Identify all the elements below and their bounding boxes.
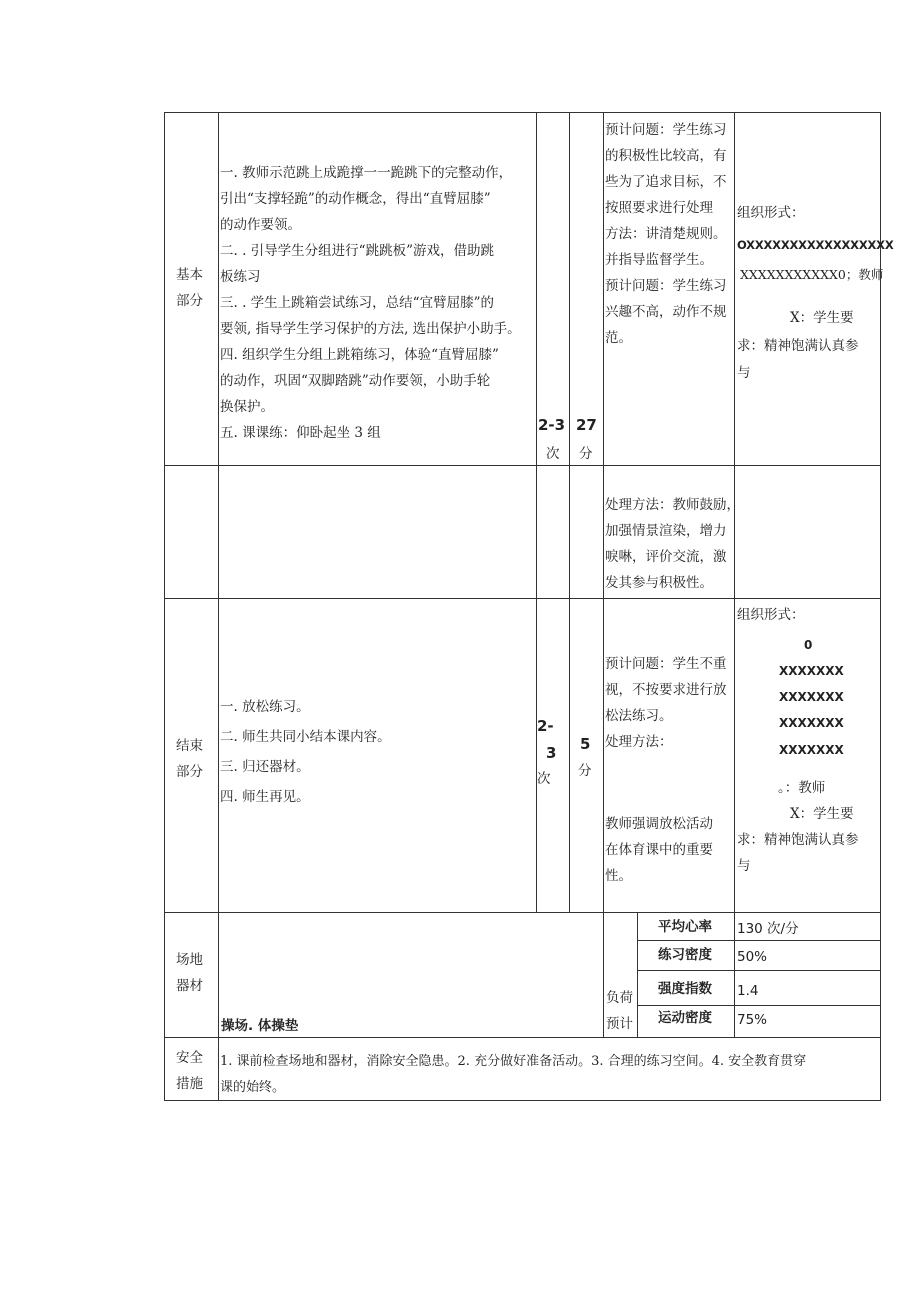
safety-section-label: 安全 措施 (176, 1050, 203, 1092)
metric-name-heart-rate: 平均心率 (658, 919, 712, 935)
column-divider-load (637, 912, 638, 1037)
ending-org-formation-row: XXXXXXX (779, 716, 844, 730)
ending-times-value-cont: 3 (546, 744, 557, 762)
ending-times-unit: 次 (537, 771, 551, 787)
ending-org-teacher-legend: 。：教师 (778, 780, 826, 796)
content-line: 板练习 (220, 269, 261, 285)
basic-section-label: 基本 部分 (176, 267, 203, 309)
row-divider-1 (164, 465, 881, 466)
ending-org-title: 组织形式： (737, 607, 805, 623)
ending-section-content (220, 692, 391, 812)
column-divider-notes (603, 112, 604, 1037)
content-line: 引出“支撑轻跪”的动作概念，得出“直臂屈膝” (220, 191, 491, 207)
content-line: 的动作要领。 (220, 217, 301, 233)
safety-content: 1. 课前检查场地和器材，消除安全隐患。2. 充分做好准备活动。3. 合理的练习空间。4. 安全教育贯穿 课的始终。 (220, 1054, 807, 1095)
content-line: 二. 师生共同小结本课内容。 (220, 729, 391, 745)
ending-org-formation-row: XXXXXXX (779, 743, 844, 757)
ending-org-requirement: 求：精神饱满认真参 (737, 832, 859, 848)
ending-minutes-unit: 分 (578, 763, 592, 779)
content-line: 三. 归还器材。 (220, 759, 310, 775)
basic-notes: 预计问题：学生练习 的积极性比较高，有 些为了追求目标，不 按照要求进行处理 方法：讲清楚规则。 并指导监督学生。 预计问题：学生练习 兴趣不高，动作不规 范。 (605, 122, 727, 346)
ending-org-requirement-end: 与 (737, 858, 751, 874)
extra-notes: 处理方法：教师鼓励， 加强情景渲染，增力 唳啉，评价交流，激 发其参与积极性。 (605, 497, 740, 591)
basic-minutes-value: 27 (576, 416, 597, 434)
column-divider-times (536, 112, 537, 912)
column-divider-label (218, 112, 219, 1101)
basic-times-unit: 次 (546, 446, 560, 462)
metric-value-exercise-density: 75% (737, 1012, 768, 1028)
metric-value-heart-rate: 130 次/分 (737, 921, 799, 937)
basic-minutes-unit: 分 (579, 446, 593, 462)
ending-times-value: 2- (537, 717, 554, 735)
ending-section-label: 结束 部分 (176, 738, 203, 780)
venue-content: 操场. 体操垫 (221, 1018, 299, 1034)
metric-value-practice-density: 50% (737, 949, 768, 965)
content-line: 四. 组织学生分组上跳箱练习，体验“直臂屈膝” (220, 347, 499, 363)
basic-section-content (220, 160, 521, 446)
basic-org-title: 组织形式： (737, 205, 805, 221)
ending-minutes-value: 5 (580, 735, 591, 753)
ending-org-formation-row: XXXXXXX (779, 664, 844, 678)
content-line: 三. . 学生上跳箱尝试练习，总结“宜臂屈膝”的 (220, 295, 494, 311)
row-divider-3 (164, 912, 881, 913)
basic-org-requirement: 求：精神饱满认真参 (737, 338, 859, 354)
basic-times-value: 2-3 (538, 416, 566, 434)
metric-value-intensity-index: 1.4 (737, 983, 759, 999)
content-line: 一. 教师示范跳上成跪撑一一跪跳下的完整动作， (220, 165, 513, 181)
ending-org-student-legend: X：学生要 (790, 806, 854, 822)
ending-notes: 预计问题：学生不重 视，不按要求进行放 松法练习。 处理方法： 教师强调放松活动 在体育课中的重要 性。 (605, 656, 727, 884)
content-line: 换保护。 (220, 399, 274, 415)
venue-section-label: 场地 器材 (176, 952, 203, 994)
basic-org-formation-row: XXXXXXXXXXX0；教师 (740, 267, 884, 282)
content-line: 的动作，巩固“双脚踏跳”动作要领，小助手轮 (220, 373, 491, 389)
table-border-top (164, 112, 881, 113)
table-border-left (164, 112, 165, 1101)
metric-divider-2 (637, 970, 881, 971)
load-estimate-label: 负荷 预计 (606, 990, 633, 1032)
basic-org-requirement-end: 与 (737, 365, 751, 381)
table-border-right (880, 112, 881, 1101)
metric-name-exercise-density: 运动密度 (658, 1010, 712, 1026)
metric-name-practice-density: 练习密度 (658, 947, 712, 963)
content-line: 二. . 引导学生分组进行“跳跳板”游戏，借助跳 (220, 243, 494, 259)
row-divider-2 (164, 598, 881, 599)
content-line: 四. 师生再见。 (220, 789, 310, 805)
metric-name-intensity-index: 强度指数 (658, 981, 712, 997)
ending-org-formation-row: 0 (804, 638, 813, 652)
ending-org-formation-row: XXXXXXX (779, 690, 844, 704)
column-divider-minutes (569, 112, 570, 912)
content-line: 五. 课课练：仰卧起坐 3 组 (220, 425, 381, 441)
content-line: 要领, 指导学生学习保护的方法, 选出保护小助手。 (220, 321, 521, 337)
basic-org-student-legend: X：学生要 (790, 310, 854, 326)
content-line: 一. 放松练习。 (220, 699, 310, 715)
basic-org-formation-row: OXXXXXXXXXXXXXXXXX (737, 238, 894, 252)
